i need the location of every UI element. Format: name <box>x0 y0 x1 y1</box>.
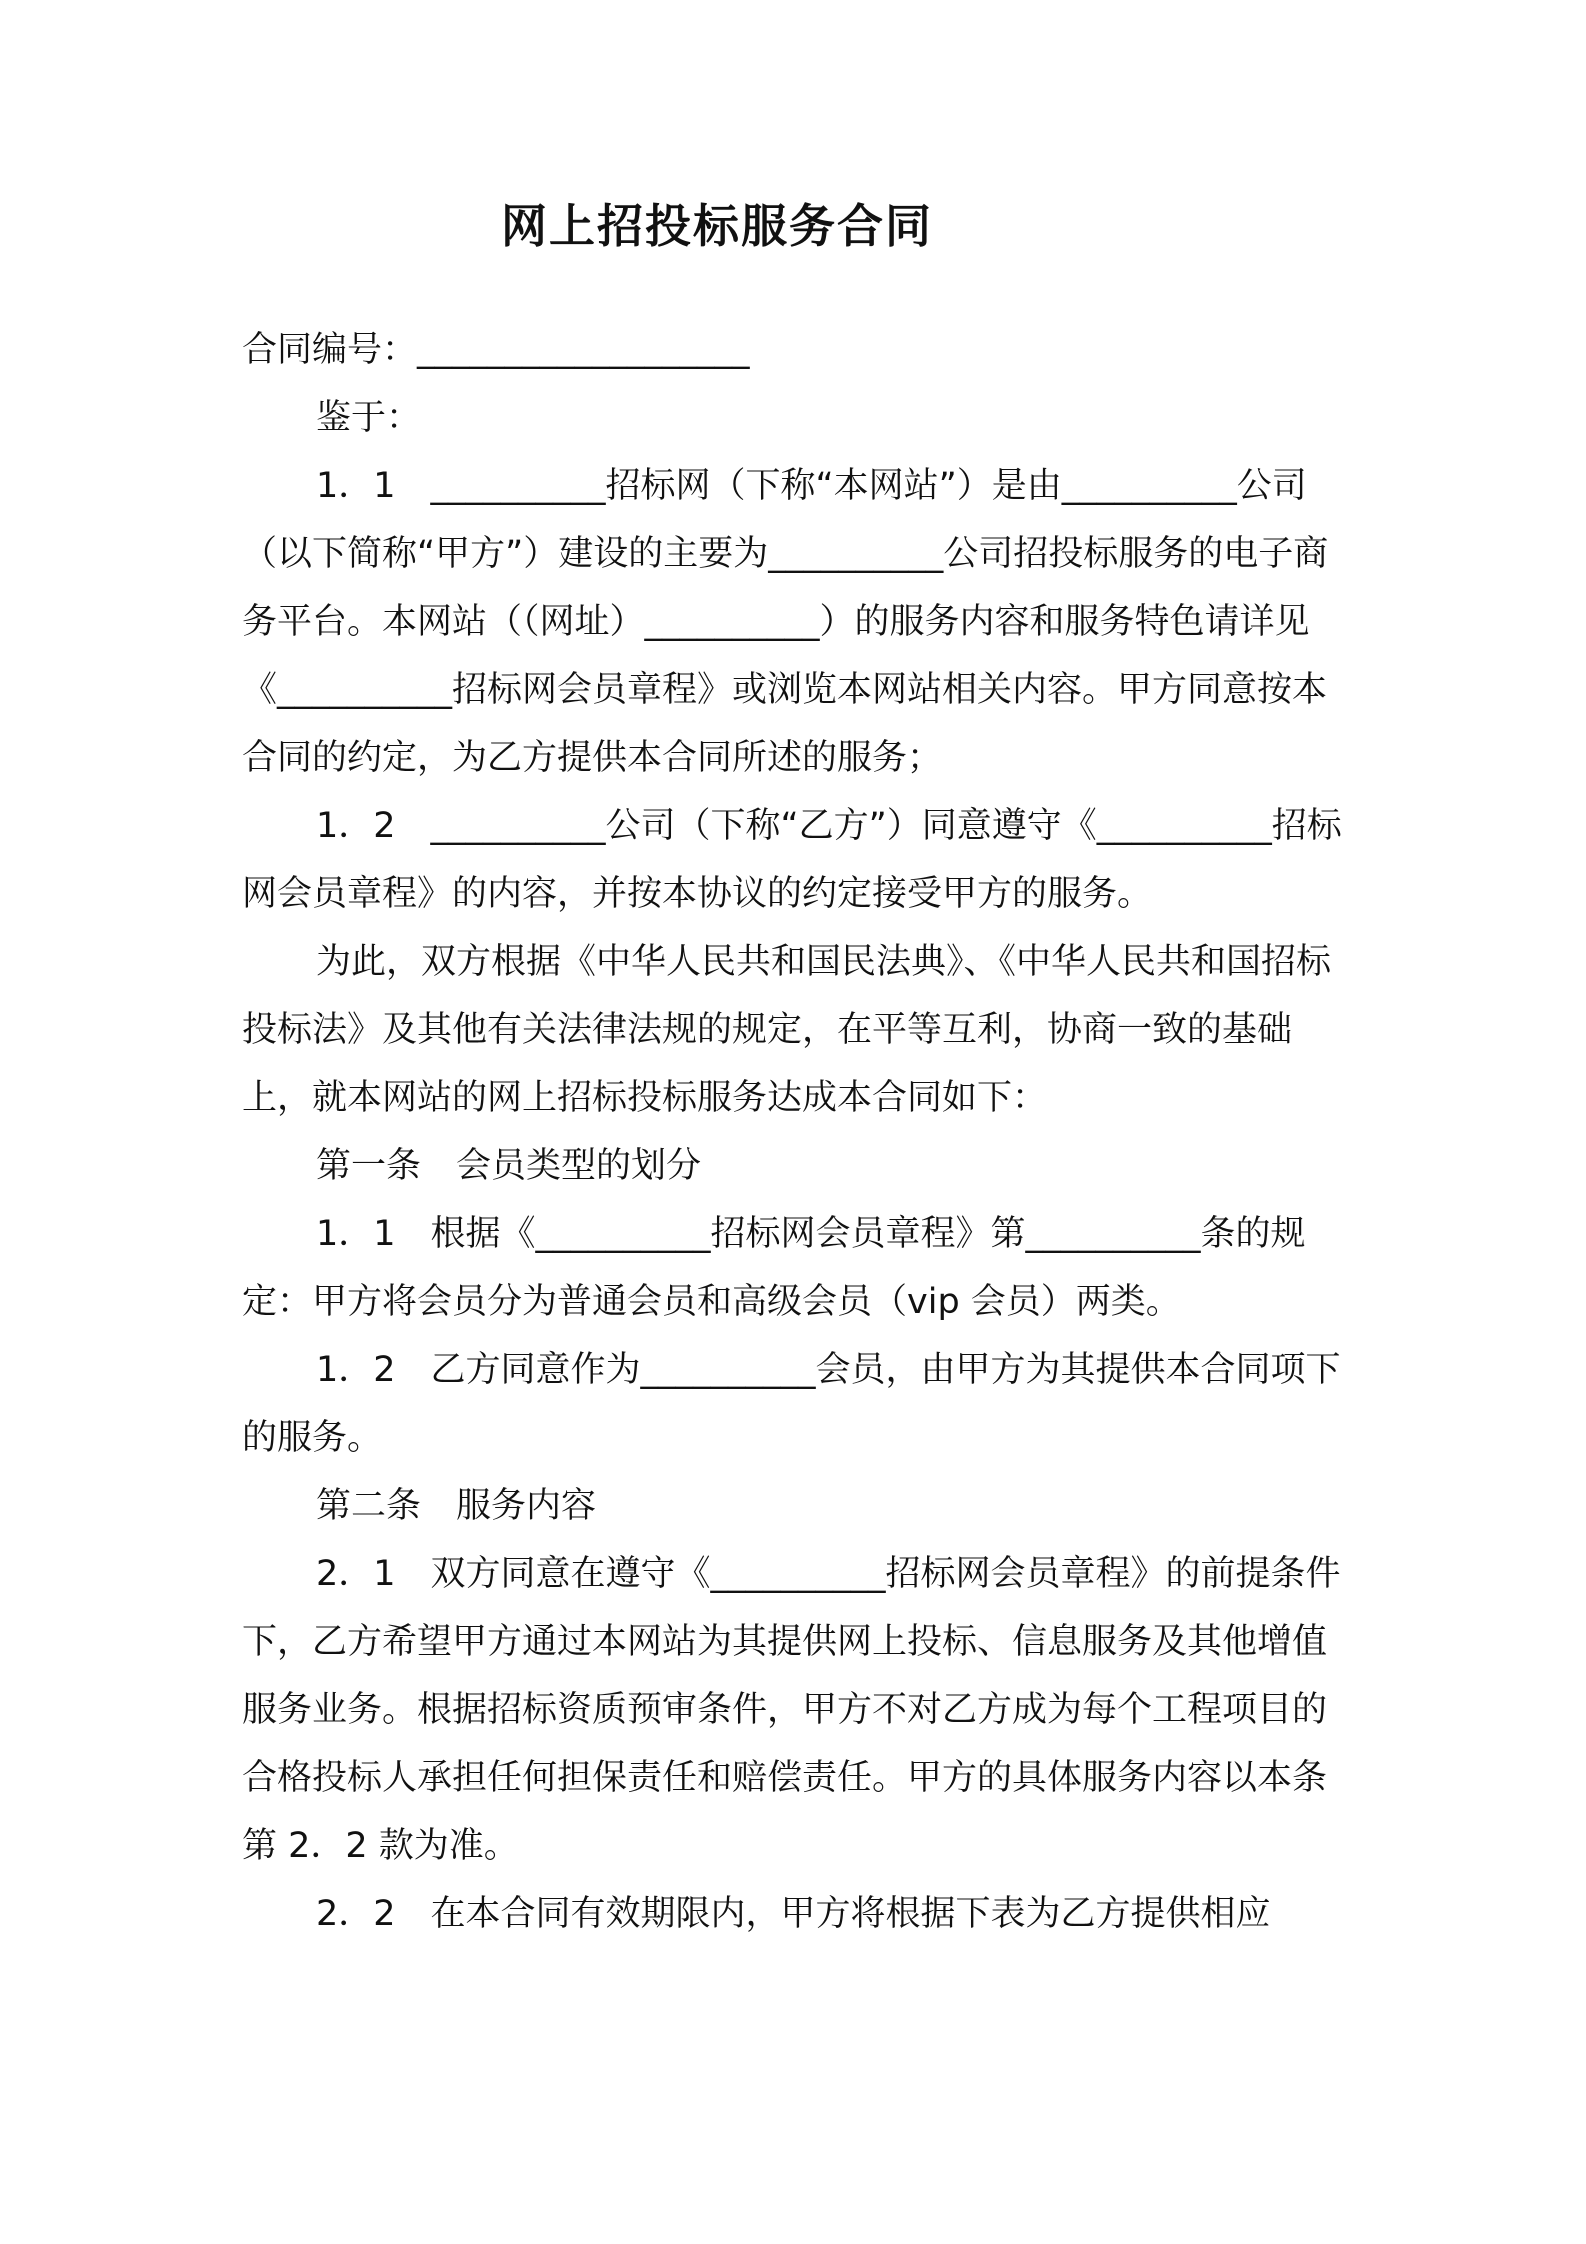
paragraph-preamble: 为此，双方根据《中华人民共和国民法典》、《中华人民共和国招标投标法》及其他有关法律法规的规定，在平等互利，协商一致的基础上，就本网站的网上招标投标服务达成本合同如下： <box>242 942 1332 1118</box>
whereas-heading: 鉴于： <box>316 398 422 438</box>
paragraph-1-1: 1．1 __________招标网（下称“本网站”）是由__________公司（以下简称“甲方”）建设的主要为__________公司招投标服务的电子商务平台。本网站（（网址）__________）的服务内容和服务特色请详见《__________招标网会员章程》或浏览本网站相关内容。甲方同意按本合同的约定，为乙方提供本合同所述的服务； <box>242 466 1329 778</box>
paragraph-1-2: 1．2 __________公司（下称“乙方”）同意遵守《__________招标网会员章程》的内容，并按本协议的约定接受甲方的服务。 <box>242 806 1342 914</box>
article-2-clause-2: 2．2 在本合同有效期限内，甲方将根据下表为乙方提供相应 <box>316 1894 1271 1934</box>
article-1-clause-2: 1．2 乙方同意作为__________会员，由甲方为其提供本合同项下的服务。 <box>242 1350 1341 1458</box>
article-2-heading: 第二条 服务内容 <box>316 1486 597 1526</box>
article-1-clause-1: 1．1 根据《__________招标网会员章程》第__________条的规定：甲方将会员分为普通会员和高级会员（vip 会员）两类。 <box>242 1214 1306 1322</box>
article-2-clause-1: 2．1 双方同意在遵守《__________招标网会员章程》的前提条件下，乙方希望甲方通过本网站为其提供网上投标、信息服务及其他增值服务业务。根据招标资质预审条件，甲方不对乙方成为每个工程项目的合格投标人承担任何担保责任和赔偿责任。甲方的具体服务内容以本条第 2．2 款为准。 <box>242 1554 1341 1866</box>
article-1-heading: 第一条 会员类型的划分 <box>316 1146 702 1186</box>
contract-number: 合同编号：___________________ <box>242 330 750 370</box>
document-page <box>242 190 1342 1948</box>
document-title: 网上招投标服务合同 <box>501 199 933 253</box>
